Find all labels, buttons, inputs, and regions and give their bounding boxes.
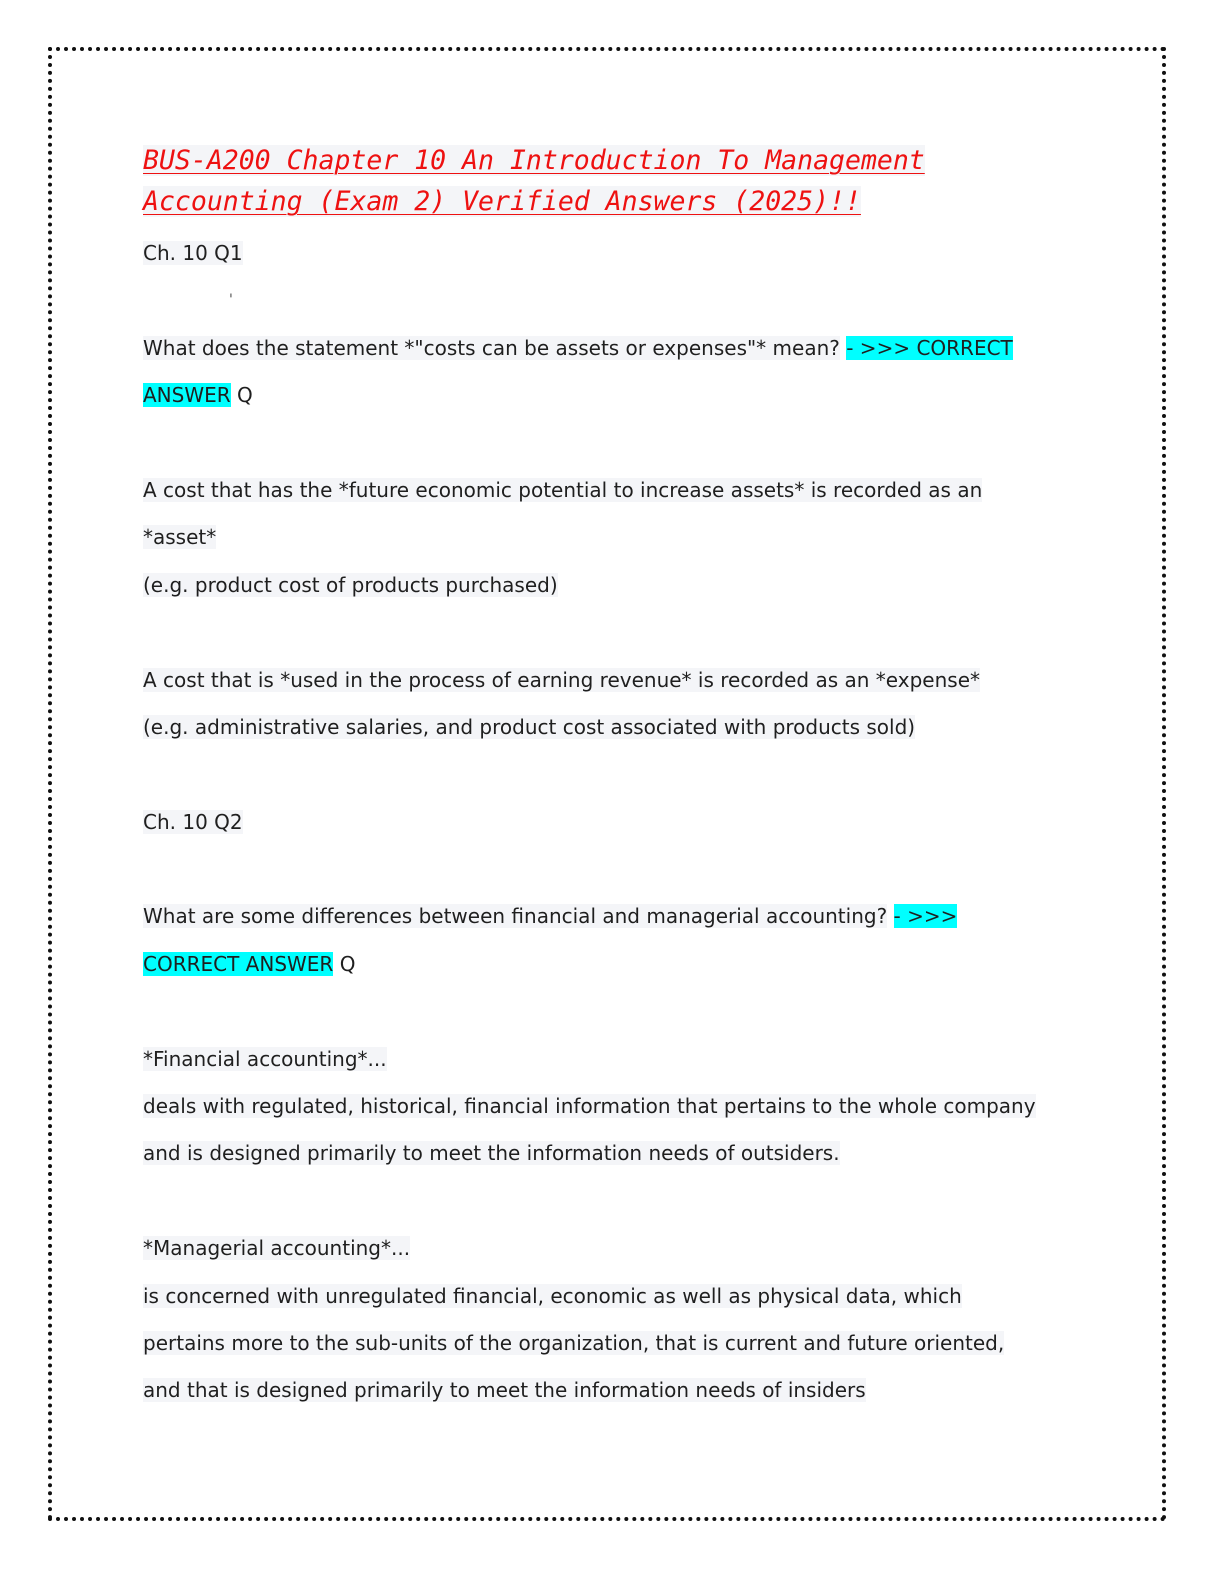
document-body	[143, 140, 1083, 1415]
q2-question: What are some differences between financial and managerial accounting?	[143, 904, 888, 929]
q2-answer-line	[143, 1083, 1083, 1130]
q1-answer-line	[143, 657, 1083, 704]
q1-marker-tail: Q	[237, 383, 253, 408]
q2-marker-line	[143, 941, 1083, 988]
q1-answer-p2-line2: (e.g. administrative salaries, and product cost associated with products sold)	[143, 714, 916, 739]
q2-label: Ch. 10 Q2	[143, 809, 243, 834]
spacer	[143, 988, 1083, 1035]
managerial-line-2: pertains more to the sub-units of the organization, that is current and future oriented,	[143, 1330, 1005, 1355]
q1-answer-p1-line1: A cost that has the *future economic potential to increase assets* is recorded as an	[143, 477, 983, 502]
q2-question-line	[143, 893, 1083, 940]
q1-answer-marker-part1: - >>> CORRECT	[846, 335, 1013, 360]
q2-answer-marker-part2: CORRECT ANSWER	[143, 951, 334, 976]
spacer	[143, 1178, 1083, 1225]
q1-tick-line	[143, 277, 1083, 324]
q1-answer-line	[143, 467, 1083, 514]
q1-marker-line	[143, 372, 1083, 419]
managerial-heading: *Managerial accounting*...	[143, 1236, 411, 1261]
managerial-line-3: and that is designed primarily to meet the information needs of insiders	[143, 1378, 866, 1403]
title-line-1: BUS-A200 Chapter 10 An Introduction To Management	[143, 145, 925, 176]
q1-answer-p2-line1: A cost that is *used in the process of earning revenue* is recorded as an *expense*	[143, 667, 980, 692]
q1-answer-p1-line3: (e.g. product cost of products purchased)	[143, 572, 558, 597]
q2-label-line	[143, 799, 1083, 846]
q1-question-line	[143, 325, 1083, 372]
spacer	[143, 609, 1083, 656]
q2-answer-line	[143, 1273, 1083, 1320]
q1-answer-line	[143, 704, 1083, 751]
q1-answer-p1-line2: *asset*	[143, 525, 217, 550]
q1-answer-marker-part2: ANSWER	[143, 383, 231, 408]
document-title	[143, 140, 1083, 222]
spacer	[143, 420, 1083, 467]
spacer	[143, 751, 1083, 798]
q1-question: What does the statement *"costs can be assets or expenses"* mean?	[143, 335, 840, 360]
managerial-line-1: is concerned with unregulated financial, economic as well as physical data, which	[143, 1283, 962, 1308]
financial-line-2: and is designed primarily to meet the information needs of outsiders.	[143, 1141, 840, 1166]
q2-answer-line	[143, 1320, 1083, 1367]
financial-line-1: deals with regulated, historical, financial information that pertains to the whole company	[143, 1094, 1036, 1119]
title-line-2: Accounting (Exam 2) Verified Answers (2025)!!	[143, 186, 861, 217]
q2-answer-line	[143, 1367, 1083, 1414]
q2-answer-marker-part1: - >>>	[893, 904, 958, 929]
q2-answer-line	[143, 1225, 1083, 1272]
stray-mark: '	[229, 292, 233, 309]
q2-answer-line	[143, 1036, 1083, 1083]
q1-answer-line	[143, 514, 1083, 561]
q1-label: Ch. 10 Q1	[143, 241, 243, 265]
q2-answer-line	[143, 1130, 1083, 1177]
q1-label-line	[143, 230, 1083, 277]
financial-heading: *Financial accounting*...	[143, 1046, 387, 1071]
q1-answer-line	[143, 562, 1083, 609]
spacer	[143, 846, 1083, 893]
q2-marker-tail: Q	[339, 951, 356, 976]
